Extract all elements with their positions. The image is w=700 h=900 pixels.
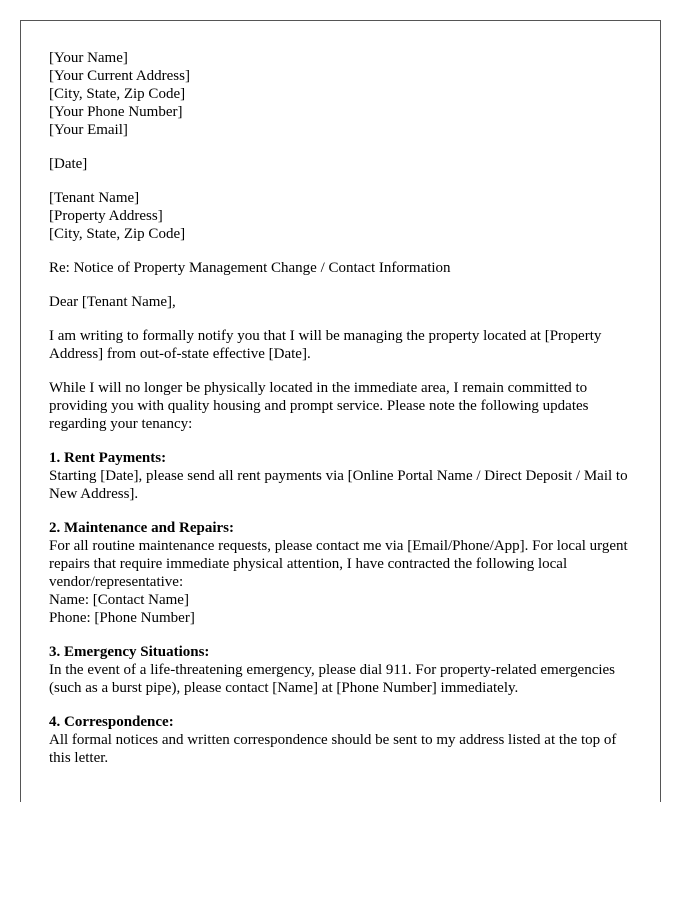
letter-date: [Date] — [49, 156, 88, 172]
date-block — [49, 155, 634, 173]
section-heading: 2. Maintenance and Repairs: — [49, 520, 234, 536]
contact-phone: Phone: [Phone Number] — [49, 610, 195, 626]
sender-name: [Your Name] — [49, 50, 128, 66]
section-body: For all routine maintenance requests, please contact me via [Email/Phone/App]. For local urgent repairs that require immediate physical attention, I have contracted the following local vendor/representative: — [49, 538, 628, 590]
greeting: Dear [Tenant Name], — [49, 294, 176, 310]
section-heading: 4. Correspondence: — [49, 714, 174, 730]
section-heading: 3. Emergency Situations: — [49, 644, 210, 660]
sender-address: [Your Current Address] — [49, 68, 190, 84]
section-maintenance — [49, 519, 634, 627]
letter-page — [20, 20, 661, 802]
recipient-city: [City, State, Zip Code] — [49, 226, 186, 242]
intro-paragraph: I am writing to formally notify you that I will be managing the property located at [Property Address] from out-of-state effective [Date]. — [49, 328, 602, 362]
section-rent — [49, 449, 634, 503]
section-correspondence — [49, 713, 634, 767]
sender-city: [City, State, Zip Code] — [49, 86, 186, 102]
letter-content — [49, 49, 634, 783]
sender-email: [Your Email] — [49, 122, 128, 138]
section-body: In the event of a life-threatening emergency, please dial 911. For property-related emergencies (such as a burst pipe), please contact [Name] at [Phone Number] immediately. — [49, 662, 616, 696]
recipient-block — [49, 189, 634, 243]
subject-line: Re: Notice of Property Management Change / Contact Information — [49, 260, 451, 276]
recipient-address: [Property Address] — [49, 208, 163, 224]
contact-name: Name: [Contact Name] — [49, 592, 189, 608]
section-emergency — [49, 643, 634, 697]
section-body: Starting [Date], please send all rent payments via [Online Portal Name / Direct Deposit / Mail to New Address]. — [49, 468, 628, 502]
commitment-paragraph: While I will no longer be physically located in the immediate area, I remain committed to providing you with quality housing and prompt service. Please note the following updates regarding your tenancy: — [49, 380, 589, 432]
recipient-name: [Tenant Name] — [49, 190, 140, 206]
section-body: All formal notices and written correspondence should be sent to my address listed at the top of this letter. — [49, 732, 617, 766]
sender-phone: [Your Phone Number] — [49, 104, 183, 120]
sender-block — [49, 49, 634, 139]
section-heading: 1. Rent Payments: — [49, 450, 167, 466]
